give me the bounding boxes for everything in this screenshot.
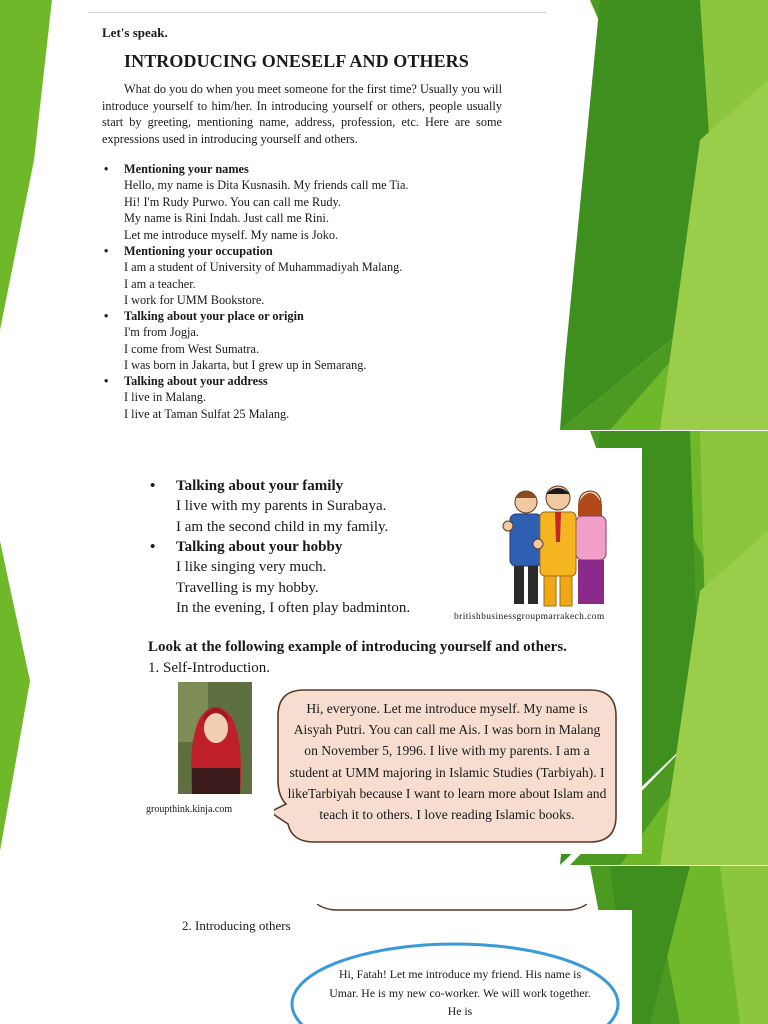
image-credit: britishbusinessgroupmarrakech.com	[454, 612, 605, 622]
textbook-page-1	[88, 12, 546, 421]
textbook-page-3	[157, 910, 632, 1024]
bullet-icon: •	[104, 244, 109, 258]
section-names	[102, 161, 532, 243]
slide-3	[0, 866, 768, 1024]
example-line: I am the second child in my family.	[176, 518, 389, 535]
intro-paragraph: What do you do when you meet someone for the first time? Usually you will introduce yourself to him/her. In introducing yourself or others, people usually start by greeting, mentioning name, address, profession, etc. Here are some expressions used in introducing yourself and others.	[102, 82, 502, 146]
example-line: Hi! I'm Rudy Purwo. You can call me Rudy.	[124, 194, 341, 209]
self-intro-label: 1. Self-Introduction.	[148, 660, 271, 676]
example-line: I live in Malang.	[124, 390, 206, 405]
example-line: Let me introduce myself. My name is Joko.	[124, 227, 339, 242]
example-line: Hello, my name is Dita Kusnasih. My friends call me Tia.	[124, 178, 409, 193]
section-heading: Mentioning your names	[124, 162, 249, 176]
introducing-others-label: 2. Introducing others	[182, 918, 291, 933]
example-line: I am a teacher.	[124, 276, 196, 291]
woman-photo	[178, 682, 252, 794]
section-heading: Look at the following example of introducing yourself and others.	[148, 639, 567, 655]
example-line: I like singing very much.	[176, 559, 327, 576]
example-line: I live at Taman Sulfat 25 Malang.	[124, 406, 290, 421]
section-family	[150, 476, 388, 537]
bullet-icon: •	[104, 162, 109, 176]
textbook-page-2	[136, 448, 642, 854]
section-origin	[102, 308, 532, 374]
slide-1	[0, 0, 768, 430]
lets-speak-label: Let's speak.	[102, 25, 168, 40]
bullet-icon: •	[150, 478, 156, 494]
speech-oval-text: Hi, Fatah! Let me introduce my friend. His name is Umar. He is my new co-worker. We will work together. He is	[329, 967, 591, 1019]
bubble-edge	[317, 904, 587, 914]
example-line: My name is Rini Indah. Just call me Rini.	[124, 211, 329, 226]
section-heading: Talking about your hobby	[176, 539, 343, 555]
section-heading: Mentioning your occupation	[124, 244, 273, 258]
section-occupation	[102, 243, 532, 309]
bullet-icon: •	[104, 374, 109, 388]
section-heading: Talking about your place or origin	[124, 309, 304, 323]
example-line: I'm from Jogja.	[124, 325, 199, 340]
example-line: I come from West Sumatra.	[124, 341, 260, 356]
page-title: INTRODUCING ONESELF AND OTHERS	[124, 51, 469, 71]
section-address	[102, 373, 532, 422]
example-line: Travelling is my hobby.	[176, 579, 319, 596]
people-illustration	[502, 482, 614, 607]
slide-2	[0, 431, 768, 865]
section-heading: Talking about your address	[124, 374, 268, 388]
bullet-icon: •	[150, 539, 156, 555]
bullet-icon: •	[104, 309, 109, 323]
example-line: In the evening, I often play badminton.	[176, 599, 411, 616]
example-line: I live with my parents in Surabaya.	[176, 498, 387, 515]
speech-bubble-text: Hi, everyone. Let me introduce myself. My name is Aisyah Putri. You can call me Ais. I was born in Malang on November 5, 1996. I live with my parents. I am a student at UMM majoring in Islamic Studies (Tarbiyah). I likeTarbiyah because I want to learn more about Islam and teach it to others. I love reading Islamic books.	[287, 701, 607, 823]
example-line: I work for UMM Bookstore.	[124, 293, 265, 308]
section-heading: Talking about your family	[176, 478, 344, 494]
image-credit: groupthink.kinja.com	[146, 804, 233, 815]
section-hobby	[150, 537, 410, 618]
example-line: I was born in Jakarta, but I grew up in Semarang.	[124, 358, 367, 373]
example-line: I am a student of University of Muhammadiyah Malang.	[124, 260, 403, 275]
